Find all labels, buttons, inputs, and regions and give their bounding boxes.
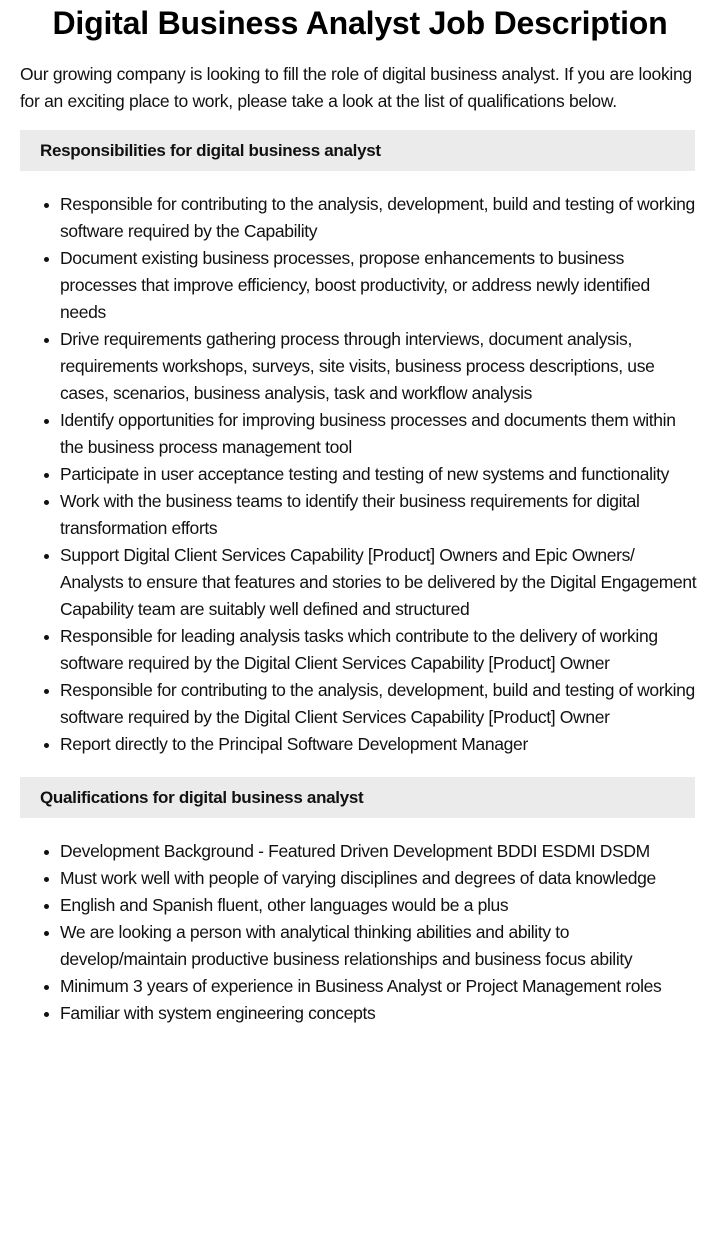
list-item (60, 838, 720, 865)
bullet-dot-icon (44, 689, 49, 694)
list-item (60, 973, 720, 1000)
list-item-text: Participate in user acceptance testing and testing of new systems and functionality (60, 464, 670, 484)
page-title: Digital Business Analyst Job Description (52, 5, 668, 41)
bullet-dot-icon (44, 931, 49, 936)
list-item-text: Work with the business teams to identify their business requirements for digital transformation efforts (60, 491, 640, 538)
list-item-text: Familiar with system engineering concepts (60, 1003, 376, 1023)
bullet-dot-icon (44, 850, 49, 855)
list-item (60, 623, 720, 677)
list-item (60, 245, 720, 326)
list-item-text: Must work well with people of varying disciplines and degrees of data knowledge (60, 868, 656, 888)
list-item (60, 191, 720, 245)
bullet-dot-icon (44, 877, 49, 882)
list-item (60, 731, 720, 758)
list-item-text: Responsible for contributing to the analysis, development, build and testing of working software required by the Capability (60, 194, 695, 241)
bullet-dot-icon (44, 419, 49, 424)
list-item-text: Development Background - Featured Driven Development BDDI ESDMI DSDM (60, 841, 650, 861)
responsibilities-header (20, 130, 695, 171)
list-item (60, 542, 720, 623)
bullet-dot-icon (44, 257, 49, 262)
list-item (60, 919, 720, 973)
bullet-dot-icon (44, 554, 49, 559)
list-item-text: We are looking a person with analytical thinking abilities and ability to develop/maintain productive business relationships and business focus ability (60, 922, 633, 969)
bullet-dot-icon (44, 500, 49, 505)
qualifications-heading: Qualifications for digital business analyst (40, 787, 364, 807)
list-item (60, 865, 720, 892)
bullet-dot-icon (44, 203, 49, 208)
list-item-text: Identify opportunities for improving business processes and documents them within the business process management tool (60, 410, 676, 457)
list-item-text: Responsible for contributing to the analysis, development, build and testing of working software required by the Digital Client Services Capability [Product] Owner (60, 680, 695, 727)
intro-paragraph: Our growing company is looking to fill the role of digital business analyst. If you are looking for an exciting place to work, please take a look at the list of qualifications below. (20, 64, 692, 111)
list-item-text: Support Digital Client Services Capability [Product] Owners and Epic Owners/ Analysts to ensure that features and stories to be delivered by the Digital Engagement Capability team are suitably well defined and structured (60, 545, 697, 619)
qualifications-list (0, 838, 720, 1027)
list-item-text: Minimum 3 years of experience in Business Analyst or Project Management roles (60, 976, 662, 996)
list-item-text: Report directly to the Principal Software Development Manager (60, 734, 528, 754)
bullet-dot-icon (44, 635, 49, 640)
bullet-dot-icon (44, 338, 49, 343)
bullet-dot-icon (44, 904, 49, 909)
list-item-text: Drive requirements gathering process through interviews, document analysis, requirements workshops, surveys, site visits, business process descriptions, use cases, scenarios, business analysis, task and workflow analysis (60, 329, 655, 403)
list-item (60, 488, 720, 542)
list-item (60, 461, 720, 488)
responsibilities-list (0, 191, 720, 758)
responsibilities-heading: Responsibilities for digital business analyst (40, 140, 381, 160)
list-item (60, 677, 720, 731)
list-item (60, 892, 720, 919)
bullet-dot-icon (44, 743, 49, 748)
bullet-dot-icon (44, 985, 49, 990)
qualifications-header (20, 777, 695, 818)
list-item-text: English and Spanish fluent, other languages would be a plus (60, 895, 509, 915)
list-item (60, 326, 720, 407)
list-item (60, 1000, 720, 1027)
list-item (60, 407, 720, 461)
list-item-text: Responsible for leading analysis tasks which contribute to the delivery of working software required by the Digital Client Services Capability [Product] Owner (60, 626, 658, 673)
bullet-dot-icon (44, 1012, 49, 1017)
list-item-text: Document existing business processes, propose enhancements to business processes that improve efficiency, boost productivity, or address newly identified needs (60, 248, 650, 322)
bullet-dot-icon (44, 473, 49, 478)
